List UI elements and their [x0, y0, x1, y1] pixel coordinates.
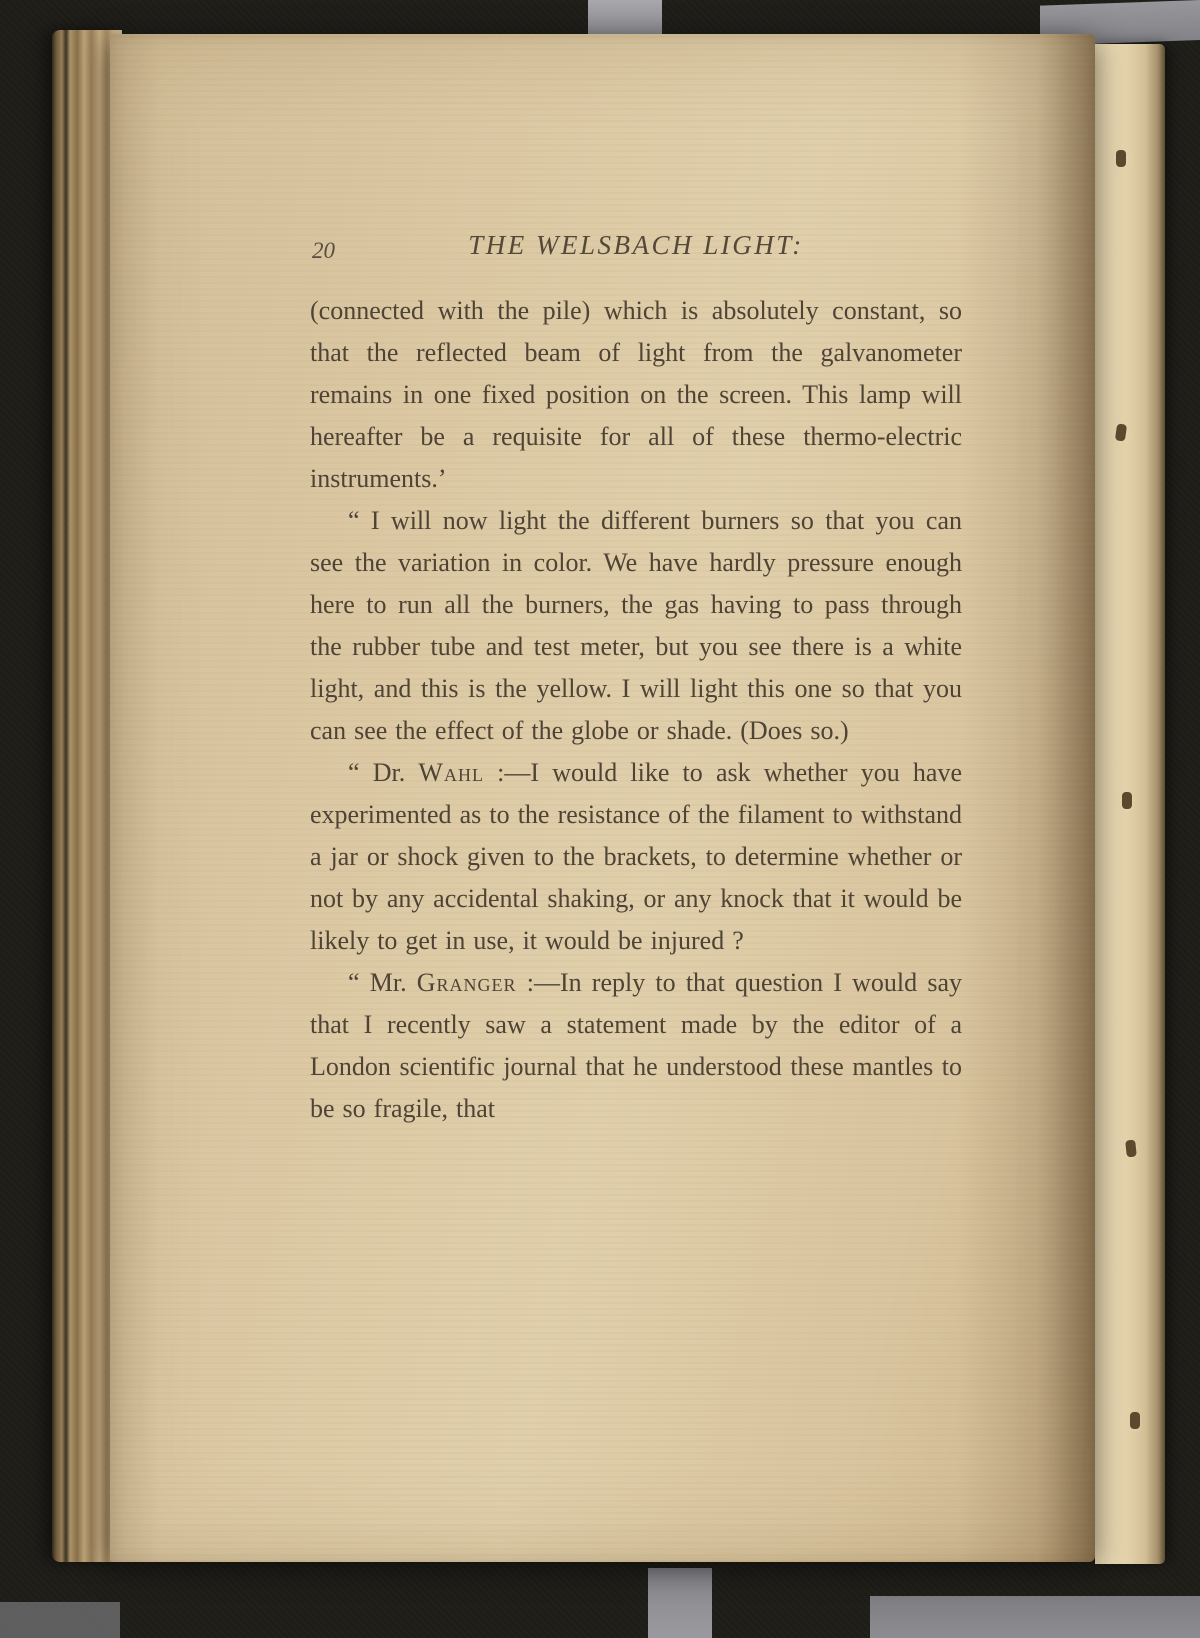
page-title: THE WELSBACH LIGHT:: [468, 230, 804, 260]
speech-prefix: “ Dr.: [348, 758, 419, 787]
speech-text: :—In reply to that question I would say that I recently saw a statement made by the editor of a London scientific journal that he understood these mantles to be so fragile, that: [310, 968, 962, 1123]
gutter-shadow: [1037, 34, 1095, 1562]
body-text: [310, 290, 962, 1130]
book-page: [110, 34, 1095, 1562]
sewing-hole: [1125, 1140, 1137, 1158]
page-number: 20: [312, 238, 335, 263]
cradle-patch-bottom-right: [870, 1596, 1200, 1638]
running-header: [310, 230, 962, 276]
paragraph-speech: “ I will now light the different burners so that you can see the variation in color. We have hardly pressure enough here to run all the burners, the gas having to pass through the rubber tube and test meter, but you see there is a white light, and this is the yellow. I will light this one so that you can see the effect of the globe or shade. (Does so.): [310, 506, 962, 745]
paragraph-mr-granger: [310, 962, 962, 1130]
speech-text: :—I would like to ask whether you have experimented as to the resistance of the filament to withstand a jar or shock given to the brackets, to determine whether or not by any accidental shaking, or any knock that it would be likely to get in use, it would be injured ?: [310, 758, 962, 955]
page-text-block: [310, 230, 962, 1130]
speaker-name: Granger: [416, 968, 517, 997]
sewing-hole: [1116, 150, 1126, 167]
speaker-name: Wahl: [418, 758, 484, 787]
paragraph-continuation: (connected with the pile) which is absolutely constant, so that the reflected beam of light from the galvanometer remains in one fixed position on the screen. This lamp will hereafter be a requisite for all of these thermo-electric instruments.’: [310, 296, 962, 493]
sewing-hole: [1130, 1412, 1140, 1429]
speech-prefix: “ Mr.: [348, 968, 417, 997]
cradle-patch-bottom-left: [0, 1602, 120, 1638]
paragraph-dr-wahl: [310, 752, 962, 962]
cradle-strap-bottom: [648, 1568, 712, 1638]
sewing-hole: [1122, 792, 1132, 809]
